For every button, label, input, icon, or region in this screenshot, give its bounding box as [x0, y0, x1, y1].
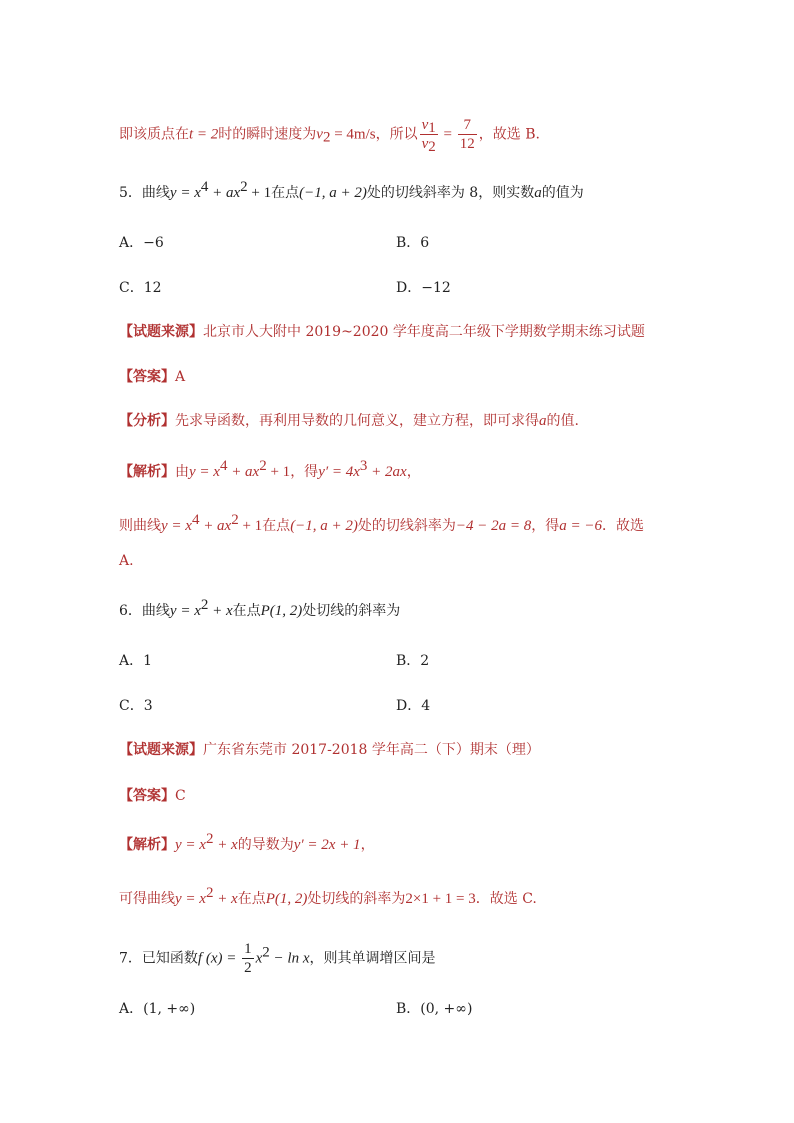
q6-option-d: D．4	[396, 698, 431, 714]
q7-option-a: A．(1, +∞)	[119, 1001, 196, 1017]
q6-answer: 【答案】C	[119, 788, 186, 804]
q6-stem: 6．曲线$y = x^2 + x$在点P(1, 2)处切线的斜率为	[119, 597, 401, 619]
q7-option-b: B．(0, +∞)	[396, 1001, 473, 1017]
q6-option-c: C．3	[119, 698, 153, 714]
q5-solution-line-2: 则曲线$y = x^4 + ax^2 + 1$在点(−1, a + 2)处的切线斜率为−4 − 2a = 8，得a = −6．故选	[119, 512, 645, 534]
q6-option-b: B．2	[396, 653, 430, 669]
q5-stem: 5．曲线$y = x^4 + ax^2 + 1$在点(−1, a + 2)处的切线斜率为 8，则实数a的值为	[119, 179, 584, 201]
q6-source: 【试题来源】广东省东莞市 2017-2018 学年高二（下）期末（理）	[119, 742, 540, 758]
q5-source: 【试题来源】北京市人大附中 2019~2020 学年度高二年级下学期数学期末练习试题	[119, 324, 645, 340]
q5-analysis: 【分析】先求导函数，再利用导数的几何意义，建立方程，即可求得a的值.	[119, 413, 579, 429]
velocity-ratio-fraction: $\frac{v_1}{v_2}$	[421, 117, 436, 155]
q5-option-a: A．−6	[119, 235, 164, 251]
q7-stem: 7．已知函数f (x) = $\frac{1}{2}$ $x^2 - \ln x$，则其单调增区间是	[119, 941, 436, 976]
seven-twelfths-fraction: $\frac{7}{12}$	[459, 117, 475, 152]
q5-option-b: B．6	[396, 235, 430, 251]
q5-option-d: D．−12	[396, 280, 451, 296]
q6-solution-line-1: 【解析】$y = x^2 + x$的导数为y′ = 2x + 1，	[119, 831, 375, 853]
q5-solution-line-3: A.	[119, 553, 134, 569]
q5-solution-line-1: 【解析】由$y = x^4 + ax^2 + 1$，得$y' = 4x^3 + 2ax$，	[119, 458, 421, 480]
q4-conclusion: 即该质点在t = 2时的瞬时速度为$v_2 = 4m/s$，所以 $\frac{v_1}{v_2}$ = $\frac{7}{12}$ ，故选 B.	[119, 117, 540, 155]
one-half-fraction: $\frac{1}{2}$	[244, 941, 252, 976]
q6-solution-line-2: 可得曲线$y = x^2 + x$在点P(1, 2)处切线的斜率为2×1 + 1 = 3．故选 C.	[119, 885, 537, 907]
q6-option-a: A．1	[119, 653, 153, 669]
q5-option-c: C．12	[119, 280, 162, 296]
q5-answer: 【答案】A	[119, 369, 186, 385]
